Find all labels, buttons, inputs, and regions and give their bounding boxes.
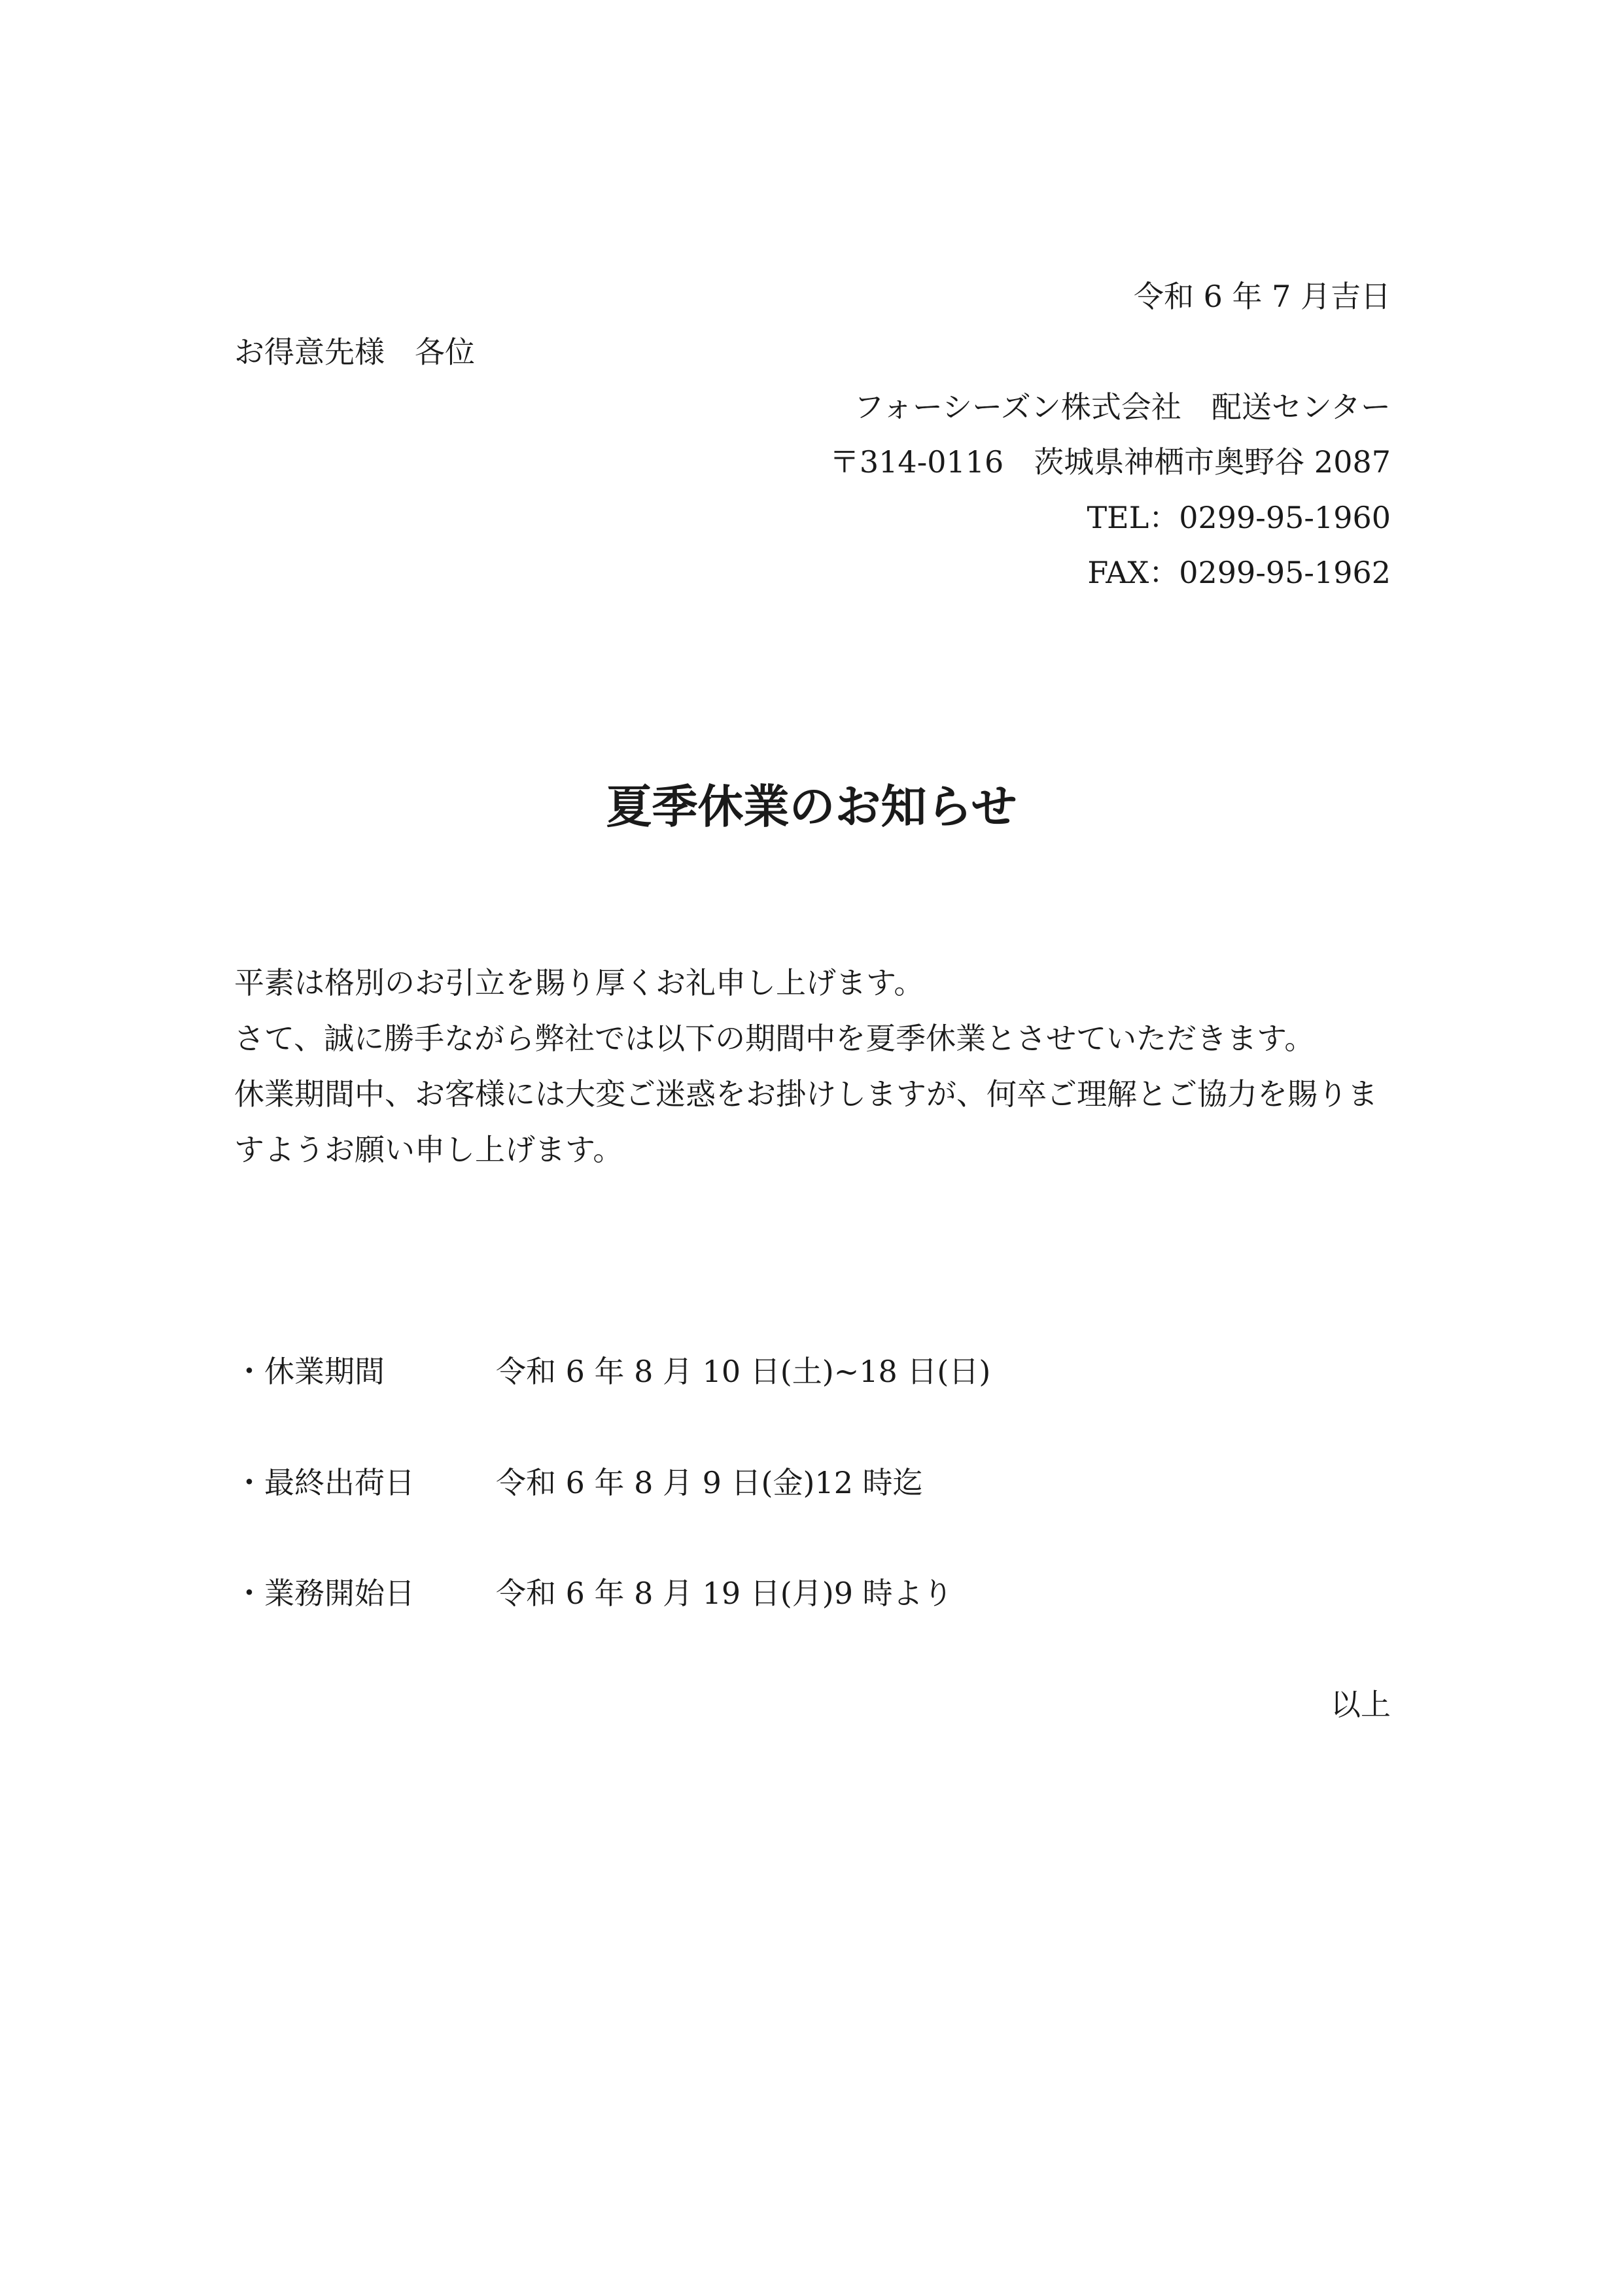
sender-fax: FAX：0299-95-1962 <box>1087 555 1391 590</box>
schedule-label: ・休業期間 <box>234 1354 385 1389</box>
schedule-row-closure <box>234 1352 990 1391</box>
sender-company: フォーシーズン株式会社 配送センター <box>854 389 1391 425</box>
body-paragraph: 休業期間中、お客様には大変ご迷惑をお掛けしますが、何卒ご理解とご協力を賜りますようお願い申し上げます。 <box>234 1076 1378 1167</box>
schedule-row-reopen <box>234 1574 953 1613</box>
sender-address: 〒314-0116 茨城県神栖市奥野谷 2087 <box>829 444 1391 480</box>
issue-date: 令和 6 年 7 月吉日 <box>1133 279 1391 314</box>
schedule-label: ・最終出荷日 <box>234 1465 415 1500</box>
closing-mark: 以上 <box>1331 1687 1391 1722</box>
sender-tel: TEL：0299-95-1960 <box>1087 500 1391 535</box>
page-title: 夏季休業のお知らせ <box>606 779 1017 834</box>
body-text <box>234 955 1399 1178</box>
schedule-row-last-shipment <box>234 1463 923 1502</box>
schedule-value: 令和 6 年 8 月 10 日(土)~18 日(日) <box>496 1354 991 1389</box>
body-paragraph: さて、誠に勝手ながら弊社では以下の期間中を夏季休業とさせていただきます。 <box>234 1021 1315 1056</box>
schedule-value: 令和 6 年 8 月 9 日(金)12 時迄 <box>496 1465 923 1500</box>
recipient: お得意先様 各位 <box>234 334 475 370</box>
schedule-label: ・業務開始日 <box>234 1576 415 1611</box>
schedule-value: 令和 6 年 8 月 19 日(月)9 時より <box>496 1576 953 1611</box>
body-paragraph: 平素は格別のお引立を賜り厚くお礼申し上げます。 <box>234 965 924 1000</box>
